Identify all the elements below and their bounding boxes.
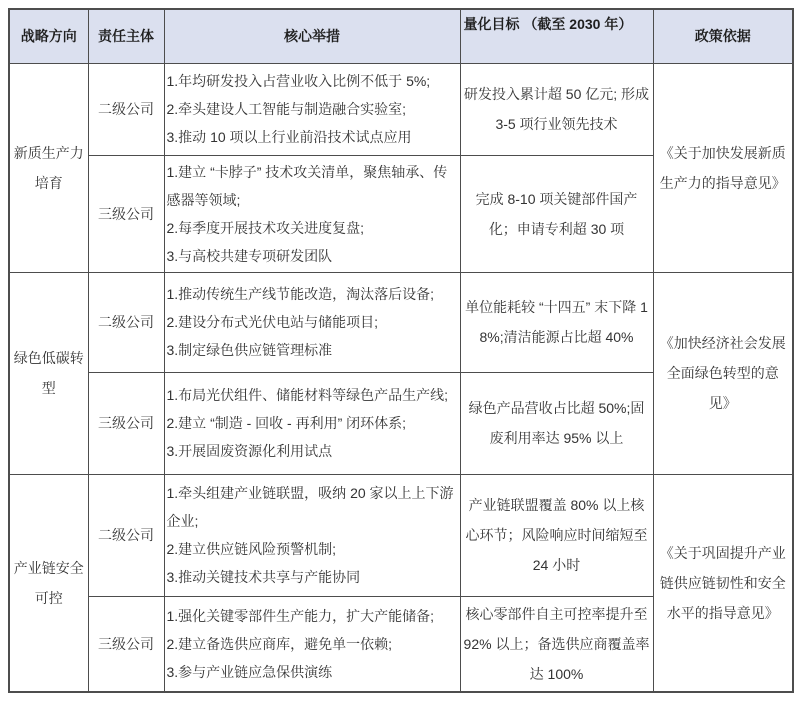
header-direction: 战略方向 <box>9 9 88 63</box>
measure-item: 3.开展固废资源化利用试点 <box>166 443 333 459</box>
header-row <box>9 9 793 63</box>
measures-cell <box>164 272 460 372</box>
measure-item: 3.推动 10 项以上行业前沿技术试点应用 <box>166 129 412 145</box>
target-cell: 单位能耗较 “十四五” 末下降 18%;清洁能源占比超 40% <box>460 272 653 372</box>
strategy-table <box>8 8 794 693</box>
measure-item: 1.牵头组建产业链联盟，吸纳 20 家以上上下游企业; <box>166 485 454 529</box>
measure-item: 2.每季度开展技术攻关进度复盘; <box>166 219 365 236</box>
measure-item: 3.参与产业链应急保供演练 <box>166 663 333 680</box>
measure-item: 3.制定绿色供应链管理标准 <box>166 342 333 358</box>
measure-item: 1.强化关键零部件生产能力，扩大产能储备; <box>166 607 435 624</box>
measures-cell <box>164 372 460 474</box>
measure-item: 1.年均研发投入占营业收入比例不低于 5%; <box>166 73 431 89</box>
measures-cell <box>164 596 460 692</box>
measure-item: 1.建立 “卡脖子” 技术攻关清单，聚焦轴承、传感器等领域; <box>166 163 448 208</box>
target-cell: 研发投入累计超 50 亿元; 形成 3-5 项行业领先技术 <box>460 63 653 155</box>
entity-cell: 三级公司 <box>88 155 164 272</box>
measure-item: 2.建立供应链风险预警机制; <box>166 541 337 557</box>
table-row <box>9 272 793 372</box>
header-policy: 政策依据 <box>653 9 793 63</box>
target-cell: 核心零部件自主可控率提升至 92% 以上；备选供应商覆盖率达 100% <box>460 596 653 692</box>
table-row <box>9 474 793 596</box>
measures-cell <box>164 63 460 155</box>
measure-item: 2.建立备选供应商库，避免单一依赖; <box>166 635 393 652</box>
entity-cell: 二级公司 <box>88 63 164 155</box>
target-cell: 完成 8-10 项关键部件国产化；申请专利超 30 项 <box>460 155 653 272</box>
entity-cell: 二级公司 <box>88 474 164 596</box>
policy-cell: 《加快经济社会发展全面绿色转型的意见》 <box>653 272 793 474</box>
entity-cell: 二级公司 <box>88 272 164 372</box>
measure-item: 1.推动传统生产线节能改造，淘汰落后设备; <box>166 286 435 302</box>
target-cell: 绿色产品营收占比超 50%;固废利用率达 95% 以上 <box>460 372 653 474</box>
policy-cell: 《关于巩固提升产业链供应链韧性和安全水平的指导意见》 <box>653 474 793 692</box>
header-entity: 责任主体 <box>88 9 164 63</box>
measures-cell <box>164 155 460 272</box>
policy-cell: 《关于加快发展新质生产力的指导意见》 <box>653 63 793 272</box>
strategic-direction-cell: 新质生产力培育 <box>9 63 88 272</box>
measure-item: 2.建立 “制造 - 回收 - 再利用” 闭环体系; <box>166 415 407 431</box>
strategic-direction-cell: 产业链安全可控 <box>9 474 88 692</box>
measure-item: 3.与高校共建专项研发团队 <box>166 247 333 264</box>
header-measures: 核心举措 <box>164 9 460 63</box>
table-row <box>9 63 793 155</box>
measures-cell <box>164 474 460 596</box>
measure-item: 2.建设分布式光伏电站与储能项目; <box>166 314 379 330</box>
measure-item: 2.牵头建设人工智能与制造融合实验室; <box>166 101 407 117</box>
measure-item: 1.布局光伏组件、储能材料等绿色产品生产线; <box>166 387 449 403</box>
entity-cell: 三级公司 <box>88 596 164 692</box>
header-target: 量化目标 （截至 2030 年） <box>460 9 653 63</box>
measure-item: 3.推动关键技术共享与产能协同 <box>166 569 361 585</box>
strategic-direction-cell: 绿色低碳转型 <box>9 272 88 474</box>
entity-cell: 三级公司 <box>88 372 164 474</box>
target-cell: 产业链联盟覆盖 80% 以上核心环节；风险响应时间缩短至 24 小时 <box>460 474 653 596</box>
